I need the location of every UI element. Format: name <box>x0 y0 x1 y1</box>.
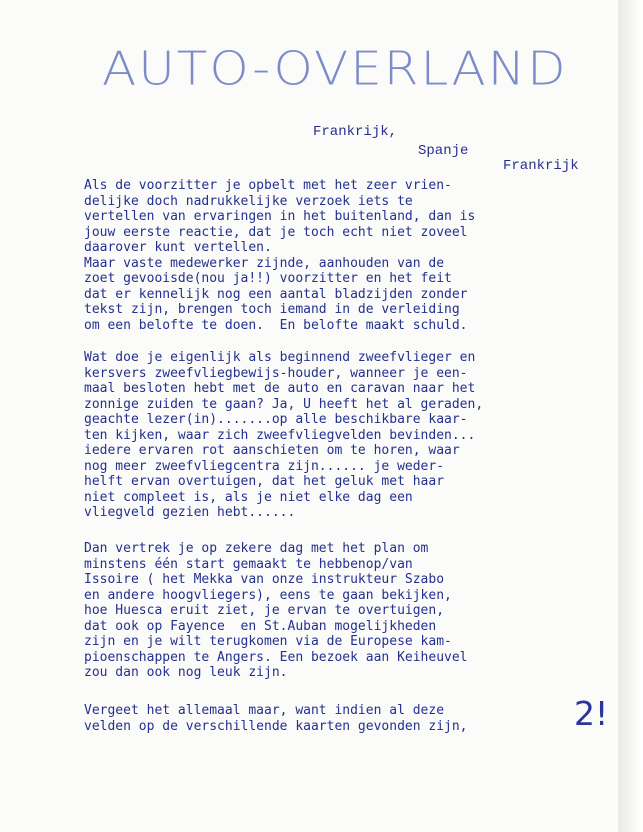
route-heading-frankrijk: Frankrijk, <box>313 124 398 140</box>
route-heading-frankrijk-return: Frankrijk <box>503 158 579 174</box>
page-number: 2! <box>574 694 609 733</box>
paper-edge <box>618 0 643 832</box>
paragraph-preparation: Wat doe je eigenlijk als beginnend zweefvlieger en kersvers zweefvliegbewijs-houder, wanneer je een- maal besloten hebt met de auto en caravan naar het zonnige zuiden te gaan? Ja, U heeft het al geraden, geachte lezer(in).......op alle beschikbare kaar- ten kijken, waar zich zweefvliegvelden bevinden... iedere ervaren rot aanschieten om te horen, waar nog meer zweefvliegcentra zijn...... je weder- helft ervan overtuigen, dat het geluk met haar niet compleet is, als je niet elke dag een vliegveld gezien hebt...... <box>84 350 484 520</box>
route-heading-spanje: Spanje <box>418 143 469 159</box>
paragraph-closing: Vergeet het allemaal maar, want indien al deze velden op de verschillende kaarten gevonden zijn, <box>84 703 468 734</box>
paragraph-departure: Dan vertrek je op zekere dag met het plan om minstens één start gemaakt te hebbenop/van Issoire ( het Mekka van onze instrukteur Szabo en andere hoogvliegers), eens te gaan bekijken, hoe Huesca eruit ziet, je ervan te overtuigen, dat ook op Fayence en St.Auban mogelijkheden zijn en je wilt terugkomen via de Europese kam- pioenschappen te Angers. Een bezoek aan Keiheuvel zou dan ook nog leuk zijn. <box>84 541 468 680</box>
paragraph-intro: Als de voorzitter je opbelt met het zeer vrien- delijke doch nadrukkelijke verzoek iets te vertellen van ervaringen in het buitenland, dan is jouw eerste reactie, dat je toch echt niet zoveel daarover kunt vertellen. Maar vaste medewerker zijnde, aanhouden van de zoet gevooisde(nou ja!!) voorzitter en het feit dat er kennelijk nog een aantal bladzijden zonder tekst zijn, brengen toch iemand in de verleiding om een belofte te doen. En belofte maakt schuld. <box>84 178 476 333</box>
document-title: AUTO-OVERLAND <box>102 42 568 96</box>
